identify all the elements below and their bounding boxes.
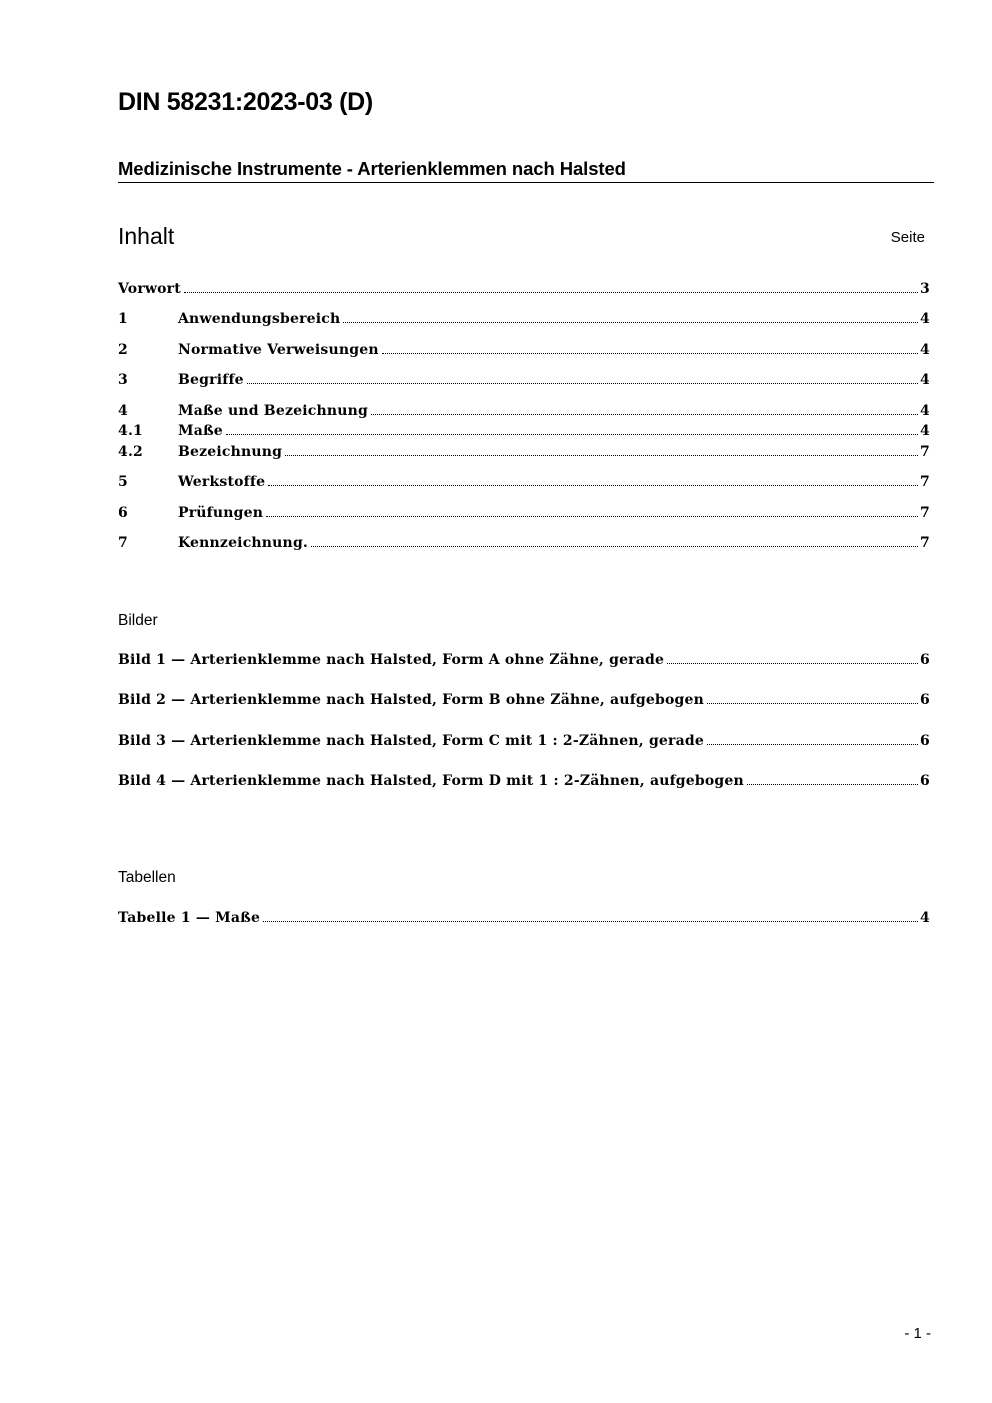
toc-entry-title: Maße und Bezeichnung (178, 403, 368, 419)
toc-entry-page: 4 (920, 342, 930, 358)
toc-entry-page: 3 (920, 281, 930, 297)
toc-entry-title: Werkstoffe (178, 474, 266, 490)
contents-heading: Inhalt (118, 223, 175, 249)
figure-entry-title: Bild 3 — Arterienklemme nach Halsted, Form C mit 1 : 2-Zähnen, gerade (118, 733, 704, 749)
toc-entry-number: 4.1 (118, 423, 143, 439)
toc-entry-page: 7 (920, 535, 930, 551)
page-column-label: Seite (890, 229, 925, 246)
tables-heading: Tabellen (118, 869, 176, 886)
table-entry-title: Tabelle 1 — Maße (118, 910, 261, 926)
toc-entry-page: 4 (920, 403, 930, 419)
table-entry-page: 4 (920, 910, 930, 926)
dot-leader (382, 353, 918, 354)
figure-entry-title: Bild 4 — Arterienklemme nach Halsted, Form D mit 1 : 2-Zähnen, aufgebogen (118, 773, 744, 789)
toc-entry-page: 7 (920, 474, 930, 490)
table-entry-1[interactable] (118, 910, 930, 926)
toc-entry-page: 4 (920, 372, 930, 388)
toc-entry-title: Maße (178, 423, 223, 439)
toc-entry-page: 7 (920, 444, 930, 460)
document-subtitle: Medizinische Instrumente - Arterienklemmen nach Halsted (118, 158, 934, 183)
toc-entry-1[interactable] (118, 311, 930, 327)
toc-entry-4-2[interactable] (118, 444, 930, 460)
toc-entry-title: Bezeichnung (178, 444, 283, 460)
toc-entry-title: Normative Verweisungen (178, 342, 379, 358)
toc-entry-number: 3 (118, 372, 128, 388)
toc-entry-vorwort[interactable] (118, 281, 930, 297)
toc-entry-number: 1 (118, 311, 128, 327)
figure-entry-2[interactable] (118, 692, 930, 708)
dot-leader (707, 703, 918, 704)
toc-entry-3[interactable] (118, 372, 930, 388)
toc-entry-number: 4 (118, 403, 128, 419)
toc-entry-4[interactable] (118, 403, 930, 419)
toc-entry-6[interactable] (118, 505, 930, 521)
toc-entry-title: Vorwort (118, 281, 181, 297)
dot-leader (263, 921, 918, 922)
document-title: DIN 58231:2023-03 (D) (118, 88, 373, 116)
toc-entry-5[interactable] (118, 474, 930, 490)
figure-entry-page: 6 (920, 773, 930, 789)
dot-leader (311, 546, 918, 547)
toc-entry-number: 4.2 (118, 444, 143, 460)
toc-entry-page: 7 (920, 505, 930, 521)
toc-entry-7[interactable] (118, 535, 930, 551)
figure-entry-1[interactable] (118, 652, 930, 668)
toc-entry-number: 5 (118, 474, 128, 490)
dot-leader (184, 292, 918, 293)
dot-leader (226, 434, 918, 435)
toc-entry-page: 4 (920, 311, 930, 327)
figure-entry-page: 6 (920, 733, 930, 749)
figure-entry-4[interactable] (118, 773, 930, 789)
figure-entry-3[interactable] (118, 733, 930, 749)
toc-entry-number: 2 (118, 342, 128, 358)
dot-leader (667, 663, 918, 664)
toc-entry-number: 7 (118, 535, 128, 551)
dot-leader (268, 485, 918, 486)
toc-entry-title: Prüfungen (178, 505, 264, 521)
figure-entry-title: Bild 2 — Arterienklemme nach Halsted, Form B ohne Zähne, aufgebogen (118, 692, 705, 708)
toc-entry-title: Kennzeichnung. (178, 535, 309, 551)
page-number: - 1 - (904, 1325, 931, 1342)
toc-entry-2[interactable] (118, 342, 930, 358)
toc-entry-title: Begriffe (178, 372, 244, 388)
figures-heading: Bilder (118, 612, 158, 629)
dot-leader (247, 383, 918, 384)
figure-entry-page: 6 (920, 692, 930, 708)
dot-leader (285, 455, 918, 456)
toc-entry-4-1[interactable] (118, 423, 930, 439)
toc-entry-page: 4 (920, 423, 930, 439)
dot-leader (266, 516, 918, 517)
figure-entry-title: Bild 1 — Arterienklemme nach Halsted, Form A ohne Zähne, gerade (118, 652, 665, 668)
toc-entry-title: Anwendungsbereich (178, 311, 341, 327)
dot-leader (343, 322, 918, 323)
toc-entry-number: 6 (118, 505, 128, 521)
dot-leader (707, 744, 918, 745)
dot-leader (747, 784, 918, 785)
dot-leader (371, 414, 918, 415)
figure-entry-page: 6 (920, 652, 930, 668)
